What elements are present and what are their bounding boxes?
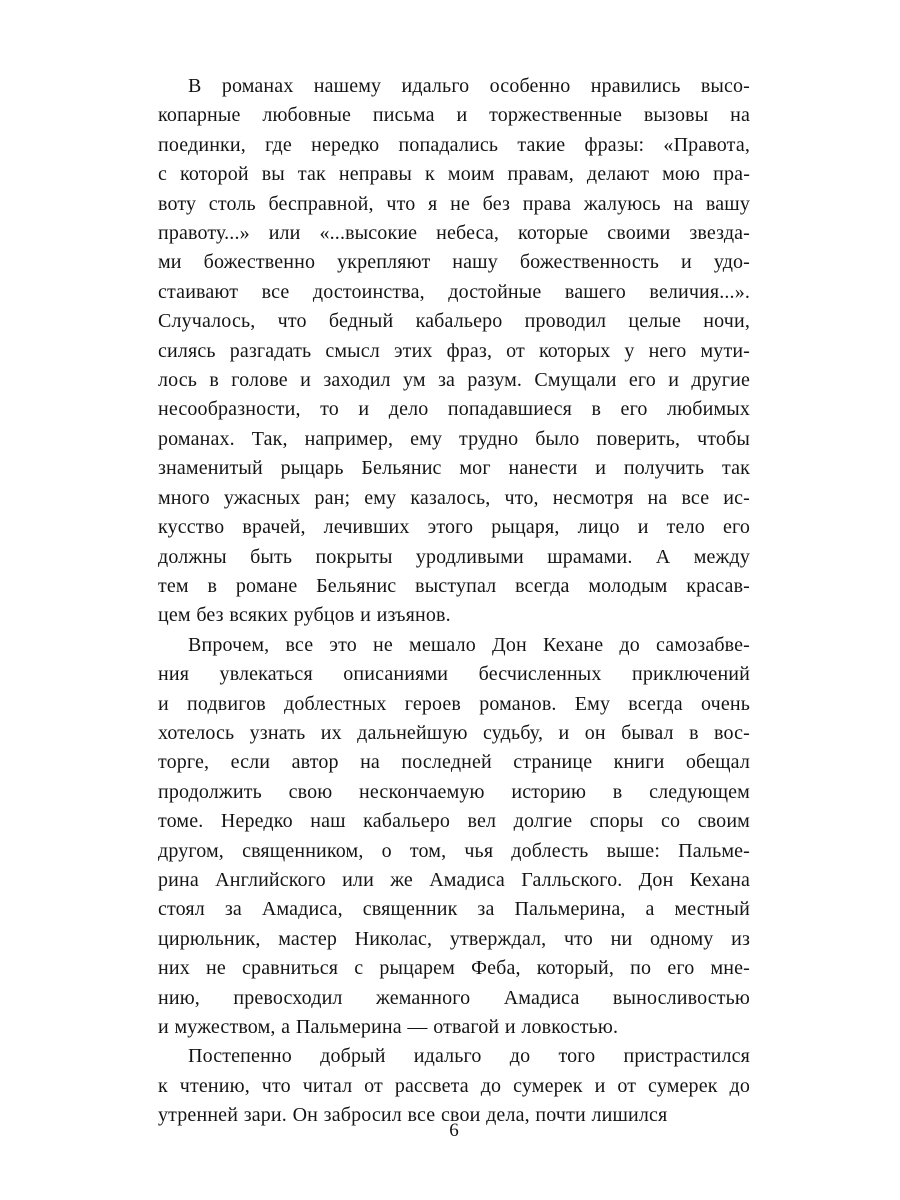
text-line: продолжить свою нескончаемую историю в следующем — [158, 780, 750, 803]
text-line: Впрочем, все это не мешало Дон Кехане до самозабве- — [188, 633, 750, 656]
text-line: цирюльник, мастер Николас, утверждал, что ни одному из — [158, 927, 750, 950]
text-line: романах. Так, например, ему трудно было поверить, чтобы — [158, 427, 750, 450]
text-line: с которой вы так неправы к моим правам, делают мою пра- — [158, 163, 750, 186]
text-line: ми божественно укрепляют нашу божественность и удо- — [158, 251, 750, 274]
text-line: и мужеством, а Пальмерина — отвагой и ловкостью. — [158, 1016, 619, 1038]
paragraph — [158, 72, 750, 631]
text-line: должны быть покрыты уродливыми шрамами. А между — [158, 545, 750, 568]
text-line: ния увлекаться описаниями бесчисленных приключений — [158, 663, 750, 686]
text-line: воту столь бесправной, что я не без права жалуюсь на вашу — [158, 192, 750, 215]
text-line: рина Английского или же Амадиса Галльского. Дон Кехана — [158, 868, 750, 891]
text-line: нию, превосходил жеманного Амадиса выносливостью — [158, 986, 750, 1009]
text-line: поединки, где нередко попадались такие фразы: «Правота, — [158, 133, 750, 156]
text-line: Случалось, что бедный кабальеро проводил целые ночи, — [158, 310, 750, 333]
text-line: В романах нашему идальго особенно нравились высо- — [188, 75, 750, 97]
text-line: другом, священником, о том, чья доблесть выше: Пальме- — [158, 839, 750, 862]
text-line: лось в голове и заходил ум за разум. Смущали его и другие — [158, 369, 750, 392]
text-line: стаивают все достоинства, достойные вашего величия...». — [158, 280, 750, 303]
text-line: них не сравниться с рыцарем Феба, который, по его мне- — [158, 957, 750, 980]
text-line: тем в романе Бельянис выступал всегда молодым красав- — [158, 574, 750, 597]
text-line: несообразности, то и дело попадавшиеся в его любимых — [158, 398, 750, 421]
text-line: цем без всяких рубцов и изъянов. — [158, 604, 451, 627]
text-line: знаменитый рыцарь Бельянис мог нанести и получить так — [158, 457, 750, 480]
text-line: и подвигов доблестных героев романов. Ему всегда очень — [158, 692, 750, 715]
text-line: к чтению, что читал от рассвета до сумерек и от сумерек до — [158, 1074, 750, 1097]
paragraph — [158, 1042, 750, 1130]
text-line: копарные любовные письма и торжественные вызовы на — [158, 104, 750, 127]
text-line: много ужасных ран; ему казалось, что, несмотря на все ис- — [158, 486, 750, 509]
text-line: стоял за Амадиса, священник за Пальмерина, а местный — [158, 898, 750, 921]
text-line: утренней зари. Он забросил все свои дела, почти лишился — [158, 1104, 668, 1127]
text-line: силясь разгадать смысл этих фраз, от которых у него мути- — [158, 339, 750, 362]
text-line: томе. Нередко наш кабальеро вел долгие споры со своим — [158, 810, 750, 833]
text-line: хотелось узнать их дальнейшую судьбу, и он бывал в вос- — [158, 721, 750, 744]
page-number: 6 — [449, 1120, 459, 1141]
text-line: кусство врачей, лечивших этого рыцаря, лицо и тело его — [158, 516, 750, 539]
text-line: правоту...» или «...высокие небеса, которые своими звезда- — [158, 222, 750, 245]
text-block — [158, 72, 750, 1131]
text-line: торге, если автор на последней странице книги обещал — [158, 751, 750, 774]
text-line: Постепенно добрый идальго до того пристрастился — [188, 1045, 750, 1068]
paragraph — [158, 631, 750, 1043]
